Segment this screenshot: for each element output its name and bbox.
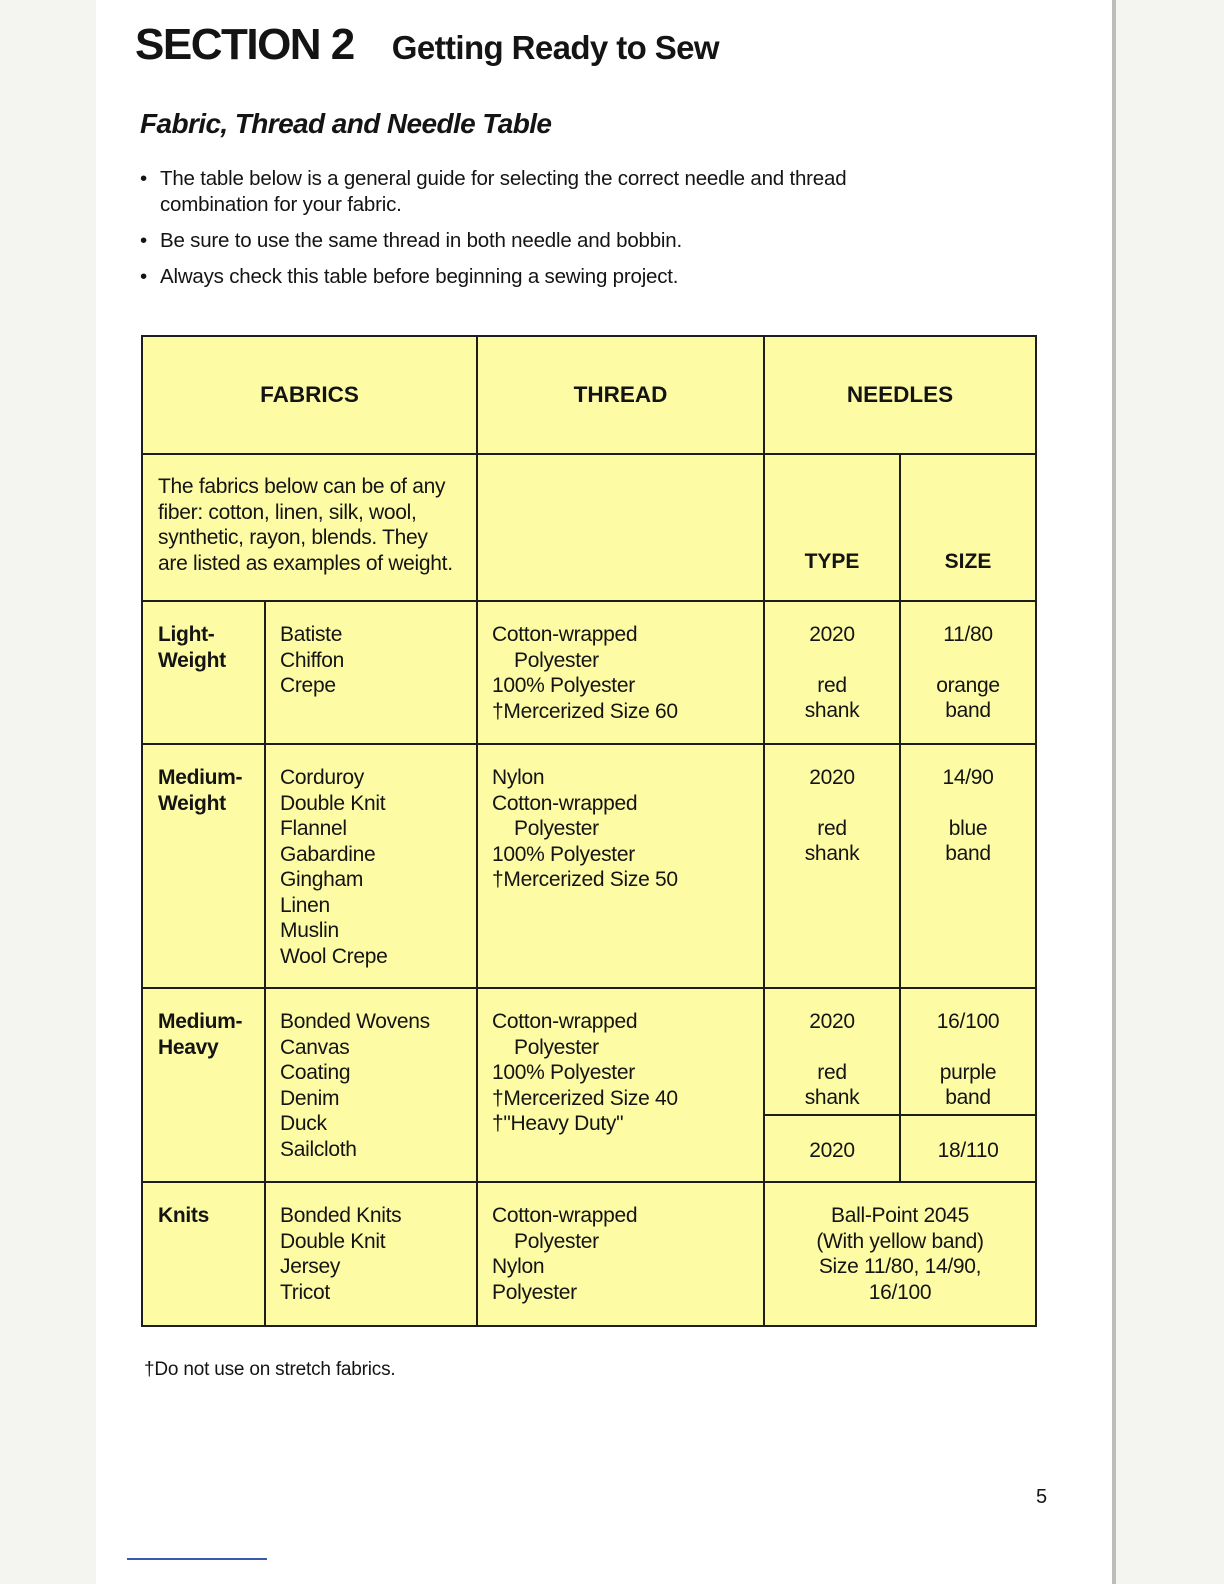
bullet-icon: •	[140, 265, 147, 288]
category-cell: Light- Weight	[142, 601, 265, 744]
thread-cell: Cotton-wrapped Polyester 100% Polyester †Mercerized Size 40 †"Heavy Duty"	[477, 988, 764, 1182]
needle-type-cell: 2020 red shank	[764, 601, 900, 744]
needle-size-cell: 18/110	[900, 1115, 1036, 1182]
fabrics-cell: Bonded Wovens Canvas Coating Denim Duck Sailcloth	[265, 988, 477, 1182]
fabrics-intro: The fabrics below can be of any fiber: cotton, linen, silk, wool, synthetic, rayon, blends. They are listed as examples of weight.	[142, 454, 477, 601]
thread-empty-cell	[477, 454, 764, 601]
guide-bullets	[140, 166, 880, 300]
table-row-medium-heavy	[142, 988, 1036, 1115]
table-row-knits	[142, 1182, 1036, 1326]
needle-type-cell: 2020	[764, 1115, 900, 1182]
needle-type-cell: 2020 red shank	[764, 744, 900, 988]
section-header	[135, 20, 719, 70]
bullet-item: • Always check this table before beginning a sewing project.	[140, 265, 679, 288]
header-thread: THREAD	[477, 336, 764, 454]
category-cell: Knits	[142, 1182, 265, 1326]
thread-cell: Nylon Cotton-wrapped Polyester 100% Polyester †Mercerized Size 50	[477, 744, 764, 988]
header-type: TYPE	[764, 454, 900, 601]
category-cell: Medium- Weight	[142, 744, 265, 988]
bullet-item: • The table below is a general guide for selecting the correct needle and thread combination for your fabric.	[140, 167, 847, 216]
category-cell: Medium- Heavy	[142, 988, 265, 1182]
footnote: †Do not use on stretch fabrics.	[144, 1359, 396, 1380]
bullet-icon: •	[140, 167, 147, 190]
page-number: 5	[1036, 1486, 1048, 1508]
table-row-light-weight	[142, 601, 1036, 744]
bullet-icon: •	[140, 229, 147, 252]
fabrics-cell: Corduroy Double Knit Flannel Gabardine Gingham Linen Muslin Wool Crepe	[265, 744, 477, 988]
fabrics-cell: Bonded Knits Double Knit Jersey Tricot	[265, 1182, 477, 1326]
needle-size-cell: 11/80 orange band	[900, 601, 1036, 744]
table-title: Fabric, Thread and Needle Table	[140, 108, 552, 139]
needle-size-cell: 14/90 blue band	[900, 744, 1036, 988]
table-row-medium-weight	[142, 744, 1036, 988]
header-fabrics: FABRICS	[142, 336, 477, 454]
thread-cell: Cotton-wrapped Polyester Nylon Polyester	[477, 1182, 764, 1326]
thread-cell: Cotton-wrapped Polyester 100% Polyester †Mercerized Size 60	[477, 601, 764, 744]
header-size: SIZE	[900, 454, 1036, 601]
fabrics-cell: Batiste Chiffon Crepe	[265, 601, 477, 744]
bullet-item: • Be sure to use the same thread in both needle and bobbin.	[140, 229, 682, 252]
ballpoint-needle-cell: Ball-Point 2045 (With yellow band) Size 11/80, 14/90, 16/100	[764, 1182, 1036, 1326]
header-needles: NEEDLES	[764, 336, 1036, 454]
needle-type-cell: 2020 red shank	[764, 988, 900, 1115]
fabric-thread-needle-table	[141, 335, 1037, 1327]
page-edge	[1112, 0, 1116, 1584]
section-title: Getting Ready to Sew	[391, 29, 719, 66]
header-row	[142, 336, 1036, 454]
section-number: SECTION 2	[135, 20, 354, 69]
subheader-row	[142, 454, 1036, 601]
needle-size-cell: 16/100 purple band	[900, 988, 1036, 1115]
scan-mark	[127, 1558, 267, 1560]
